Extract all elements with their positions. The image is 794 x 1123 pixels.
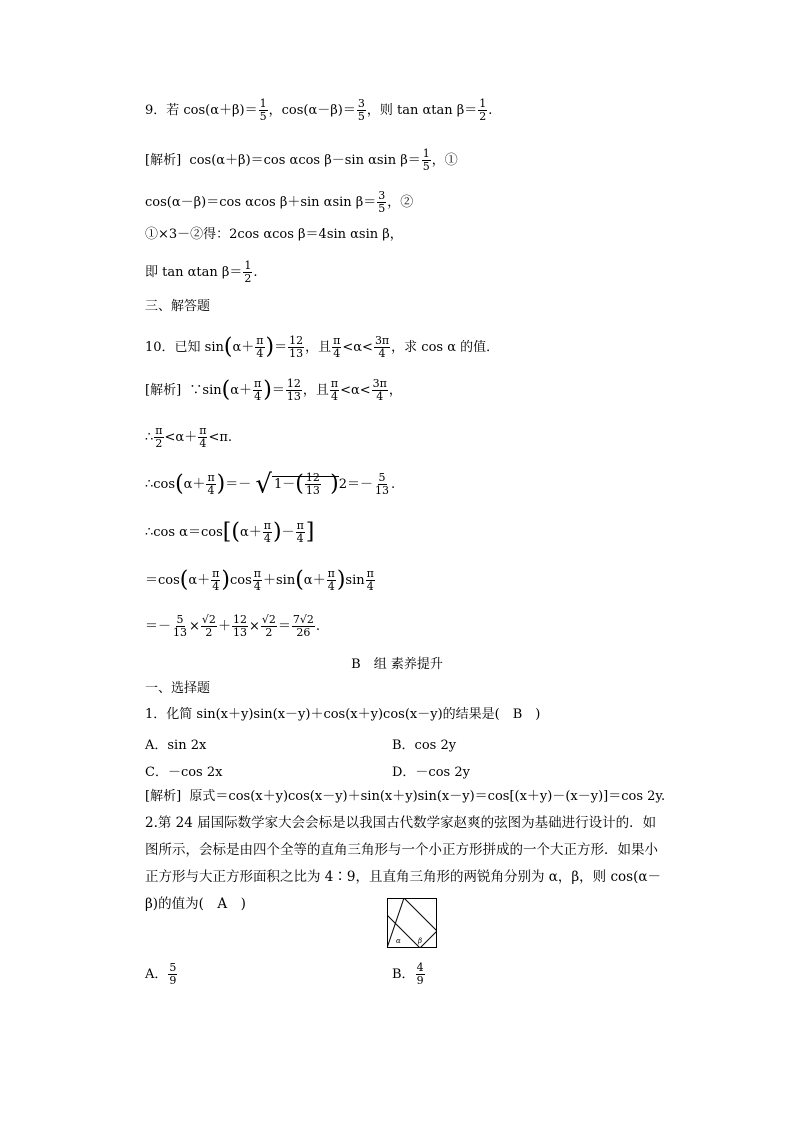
numerator: 3π [372, 377, 387, 390]
numerator: π [207, 471, 215, 484]
analysis-text: α＋ [183, 477, 206, 492]
q9-text: . [488, 103, 493, 118]
q9-analysis-line1 [145, 148, 458, 173]
numerator: π [254, 377, 262, 390]
sqrt-body [272, 471, 339, 497]
q10-analysis-line4 [145, 520, 314, 545]
fraction [172, 614, 188, 639]
analysis-text: ∴cos α＝cos [145, 525, 223, 540]
q10-stem [145, 335, 499, 360]
analysis-tag: [解析] [145, 789, 182, 804]
denominator: 4 [253, 580, 261, 593]
paren: ( [231, 519, 240, 545]
denominator: 13 [232, 626, 247, 639]
fraction [259, 98, 268, 123]
q9-text: 9．若 cos(α＋β)＝ [145, 103, 258, 118]
section-heading-1: 一、选择题 [145, 681, 211, 696]
paren: ) [265, 334, 275, 360]
numerator: 1 [479, 97, 487, 110]
fraction [422, 148, 431, 173]
qb2-option-a [145, 962, 178, 987]
numerator: 12 [232, 613, 247, 626]
denominator: 2 [244, 272, 252, 285]
q10-analysis-line1: [解析] ∵sin(α＋ $\frac{\pi}{4}$ )＝ $\frac{12}{13}$ ，且 $\frac{\pi}{4}$ <α< $\frac{3\pi}{4}$ ， [145, 377, 402, 403]
denominator: 2 [479, 110, 487, 123]
fraction [374, 472, 390, 497]
analysis-text: α＋ [230, 383, 252, 398]
paren: ) [263, 377, 272, 403]
sqrt-sign: √ [255, 469, 272, 500]
analysis-text: . [315, 619, 321, 634]
qb1-option-b: B．cos 2y [392, 738, 457, 753]
analysis-text: × [248, 619, 260, 634]
denominator: 4 [296, 532, 304, 545]
q10-text: 10．已知 sin [145, 340, 224, 355]
denominator: 5 [357, 110, 365, 123]
fraction [243, 260, 252, 285]
numerator: π [253, 567, 261, 580]
paren: ( [295, 567, 304, 593]
numerator: 3 [357, 97, 365, 110]
numerator: π [296, 519, 304, 532]
fraction [288, 335, 304, 360]
numerator: π [155, 424, 163, 437]
denominator: 4 [333, 347, 341, 360]
analysis-text: ，① [431, 153, 458, 168]
denominator: 4 [366, 580, 374, 593]
denominator: 5 [378, 202, 386, 215]
fraction [232, 614, 248, 639]
paren: ( [221, 377, 231, 403]
denominator: 4 [378, 347, 386, 360]
q9-text: ，则 tan αtan β＝ [366, 103, 478, 118]
denominator: 4 [330, 390, 338, 403]
q10-analysis-line6 [145, 614, 320, 639]
qb1-option-c: C．－cos 2x [145, 765, 223, 780]
paren: ( [175, 471, 184, 497]
denominator: 4 [199, 437, 207, 450]
analysis-text: . [391, 477, 396, 492]
analysis-text: ＋ [217, 619, 231, 634]
numerator: π [333, 334, 341, 347]
analysis-text: ＝ [271, 383, 285, 398]
q10-text: ，求 cos α 的值． [391, 340, 500, 355]
analysis-text: ，② [387, 195, 414, 210]
analysis-text: α＋ [188, 573, 211, 588]
fraction [198, 425, 207, 450]
beta-label: β [418, 937, 423, 945]
numerator: 5 [176, 613, 184, 626]
q9-text: ，cos(α－β)＝ [268, 103, 356, 118]
numerator: 1 [259, 97, 267, 110]
fraction [253, 378, 262, 403]
numerator: 1 [244, 259, 252, 272]
denominator: 13 [286, 390, 301, 403]
paren: ( [179, 567, 189, 593]
numerator: 5 [378, 471, 386, 484]
analysis-text: cos [229, 573, 252, 588]
numerator: √2 [201, 613, 216, 626]
fraction [168, 962, 177, 987]
paren: ) [216, 471, 226, 497]
analysis-text: cos(α＋β)＝cos αcos β－sin αsin β＝ [189, 153, 421, 168]
numerator: π [327, 567, 335, 580]
denominator: 2 [205, 626, 213, 639]
numerator: 1 [422, 147, 430, 160]
numerator: π [199, 424, 207, 437]
q9-analysis-line3: ①×3－②得：2cos αcos β＝4sin αsin β， [145, 227, 403, 242]
paren: ( [295, 471, 304, 497]
numerator: π [330, 377, 339, 390]
fraction [416, 962, 425, 987]
denominator: 13 [289, 347, 304, 360]
q10-text: <α< [342, 340, 373, 355]
fraction [327, 568, 336, 593]
fraction [206, 472, 215, 497]
q10-analysis-line2: ∴ $\frac{\pi}{2}$ <α＋ $\frac{\pi}{4}$ <π. [145, 424, 233, 450]
q9-analysis-line2 [145, 190, 413, 215]
bracket: ] [305, 519, 315, 545]
fraction [332, 335, 341, 360]
analysis-text: ∴ [145, 430, 154, 445]
analysis-text: ∵sin [189, 383, 222, 398]
fraction [255, 335, 264, 360]
alpha-label: α [396, 937, 401, 945]
analysis-tag: [解析] [145, 153, 182, 168]
denominator: 5 [259, 110, 267, 123]
bracket: [ [222, 519, 232, 545]
numerator: π [212, 567, 220, 580]
q10-text: α＋ [232, 340, 255, 355]
analysis-text: <α< [340, 383, 371, 398]
qb2-option-b [392, 962, 426, 987]
triangle-edge [387, 915, 423, 948]
answer-fraction [478, 98, 487, 123]
zhao-shuang-figure [387, 898, 437, 948]
triangle-edge [420, 931, 437, 948]
analysis-text: － [281, 525, 295, 540]
fraction [201, 614, 217, 639]
numerator: π [256, 334, 264, 347]
analysis-text: ＋sin [263, 573, 296, 588]
denominator: 4 [256, 347, 264, 360]
analysis-text: ，且 [302, 383, 329, 398]
fraction [357, 98, 366, 123]
option-label: A． [145, 967, 168, 982]
q10-analysis-line3 [145, 469, 396, 500]
analysis-text: ＝ [277, 619, 291, 634]
fraction [286, 378, 302, 403]
paren: ) [221, 567, 230, 593]
fraction [366, 568, 375, 593]
fraction [296, 520, 305, 545]
qb1-option-d: D．－cos 2y [392, 765, 470, 780]
denominator: 4 [327, 580, 335, 593]
analysis-text: 即 tan αtan β＝ [145, 265, 243, 280]
qb1-option-a: A．sin 2x [145, 738, 207, 753]
fraction [377, 190, 386, 215]
paren: ) [330, 471, 339, 497]
denominator: 13 [375, 484, 390, 497]
section-heading-3: 三、解答题 [145, 299, 211, 314]
denominator: 4 [263, 532, 271, 545]
q10-text: ，且 [305, 340, 332, 355]
analysis-text: ＝cos [145, 573, 180, 588]
analysis-text: ＝－ [225, 477, 252, 492]
numerator: √2 [261, 613, 276, 626]
paren: ( [223, 334, 233, 360]
denominator: 4 [212, 580, 220, 593]
analysis-text: . [253, 265, 258, 280]
denominator: 5 [422, 160, 430, 173]
denominator: 9 [169, 974, 177, 987]
denominator: 13 [173, 626, 188, 639]
fraction [292, 614, 315, 639]
fraction [263, 520, 272, 545]
fraction [372, 378, 388, 403]
numerator: 5 [169, 961, 177, 974]
fraction [211, 568, 220, 593]
q9-analysis-line4 [145, 260, 258, 285]
numerator: 3 [378, 189, 386, 202]
fraction [374, 335, 390, 360]
denominator: 4 [376, 390, 384, 403]
option-label: B． [392, 967, 415, 982]
numerator: 7√2 [292, 613, 314, 626]
fraction [253, 568, 262, 593]
analysis-text: α＋ [175, 430, 198, 445]
analysis-tag: [解析] [145, 383, 182, 398]
numerator: 3π [374, 334, 390, 347]
numerator: 12 [289, 334, 304, 347]
paren: ) [272, 519, 282, 545]
analysis-text: α＋ [239, 525, 262, 540]
q10-analysis-line5 [145, 568, 376, 593]
numerator: 12 [286, 377, 301, 390]
group-b-heading: B 组 素养提升 [351, 657, 443, 672]
qb1-stem: 1．化简 sin(x＋y)sin(x－y)＋cos(x＋y)cos(x－y)的结果是( B ) [145, 707, 541, 722]
analysis-text: 原式＝cos(x＋y)cos(x－y)＋sin(x＋y)sin(x－y)＝cos[(x＋y)－(x－y)]＝cos 2y. [189, 789, 666, 804]
analysis-text: 2 [338, 477, 348, 492]
analysis-text: sin [345, 573, 365, 588]
triangle-edge [404, 898, 437, 931]
fraction [305, 472, 321, 497]
paren: ) [336, 567, 346, 593]
analysis-text: cos(α－β)＝cos αcos β＋sin αsin β＝ [145, 195, 377, 210]
denominator: 4 [254, 390, 262, 403]
numerator: 4 [416, 961, 424, 974]
analysis-text: <π. [208, 430, 233, 445]
qb2-stem: 2.第 24 届国际数学家大会会标是以我国古代数学家赵爽的弦图为基础进行设计的．如图所示，会标是由四个全等的直角三角形与一个小正方形拼成的一个大正方形．如果小正方形与大正方形面积之比为 4∶9，且直角三角形的两锐角分别为 α，β，则 cos(α－β)的值为( A ) [145, 815, 661, 912]
fraction [261, 614, 277, 639]
numerator: π [263, 519, 271, 532]
analysis-text: ＝－ [347, 477, 374, 492]
denominator: 2 [265, 626, 273, 639]
q9-stem [145, 98, 492, 123]
analysis-text: ∴cos [145, 477, 176, 492]
analysis-text: 1－ [274, 477, 296, 492]
numerator: π [366, 567, 374, 580]
denominator: 4 [207, 484, 215, 497]
fraction [154, 425, 163, 450]
fraction [330, 378, 339, 403]
denominator: 2 [155, 437, 163, 450]
denominator: 26 [296, 626, 311, 639]
analysis-text: ＝－ [145, 619, 172, 634]
qb1-analysis [145, 788, 665, 806]
numerator: 12 [305, 471, 320, 484]
denominator: 13 [305, 484, 320, 497]
analysis-text: α＋ [303, 573, 326, 588]
analysis-text: × [189, 619, 200, 634]
denominator: 9 [416, 974, 424, 987]
q10-text: ＝ [274, 340, 288, 355]
